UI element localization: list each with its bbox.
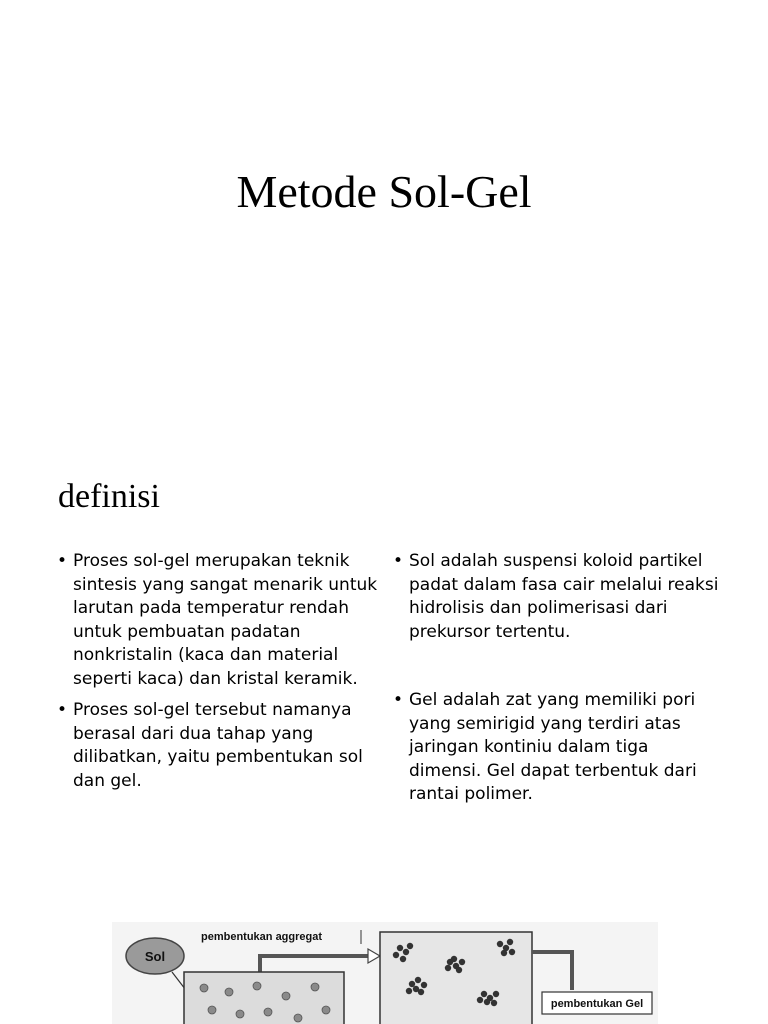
right-column	[392, 550, 722, 807]
left-column	[56, 550, 378, 793]
bullet-icon: •	[57, 551, 68, 571]
list-item-text: Sol adalah suspensi koloid partikel padat dalam fasa cair melalui reaksi hidrolisis dan polimerisasi dari prekursor tertentu.	[409, 551, 719, 642]
slide-title: Metode Sol-Gel	[236, 166, 532, 217]
list-item-text: Proses sol-gel tersebut namanya berasal dari dua tahap yang dilibatkan, yaitu pembentukan sol dan gel.	[73, 700, 363, 791]
bullet-icon: •	[393, 690, 404, 710]
list-item	[56, 550, 378, 691]
list-item-text: Gel adalah zat yang memiliki pori yang semirigid yang terdiri atas jaringan kontiniu dalam tiga dimensi. Gel dapat terbentuk dari rantai polimer.	[409, 690, 697, 804]
right-bullet-list	[392, 550, 722, 807]
sol-gel-diagram-svg	[112, 922, 658, 1024]
list-item-text: Proses sol-gel merupakan teknik sintesis yang sangat menarik untuk larutan pada temperatur rendah untuk pembuatan padatan nonkristalin (kaca dan material seperti kaca) dan kristal keramik.	[73, 551, 378, 689]
list-item	[392, 689, 722, 807]
sol-label: Sol	[144, 949, 166, 964]
gel-label: pembentukan Gel	[550, 998, 644, 1010]
aggregate-box	[380, 932, 532, 1024]
section-heading: definisi	[58, 478, 160, 515]
bullet-icon: •	[57, 700, 68, 720]
bullet-icon: •	[393, 551, 404, 571]
list-item	[56, 699, 378, 793]
sol-gel-diagram	[112, 922, 658, 1024]
aggregate-label: pembentukan aggregat	[201, 931, 323, 943]
list-item	[392, 550, 722, 644]
left-bullet-list	[56, 550, 378, 793]
sol-container-box	[184, 972, 344, 1024]
